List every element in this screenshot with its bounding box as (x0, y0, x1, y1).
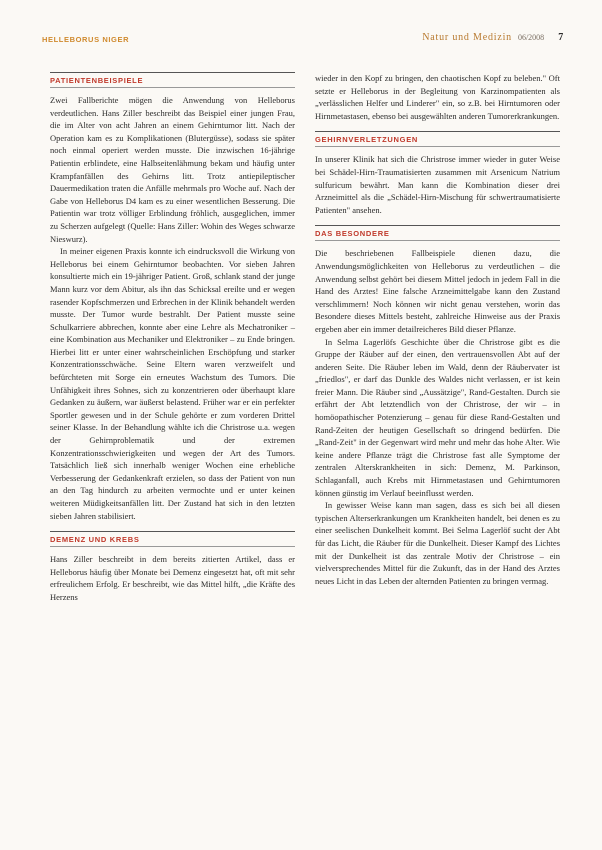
paragraph: wieder in den Kopf zu bringen, den chaotischen Kopf zu beleben." Oft setzte er Helleborus in der Begleitung von Karzinompatienten als „verlässlichen Helfer und Linderer" ein, so z.B. bei Hirntumoren oder Hirnmetastasen, ebenso bei ausgewählten anderen Tumorerkrankungen. (315, 73, 560, 121)
paragraph: In meiner eigenen Praxis konnte ich eindrucksvoll die Wirkung von Helleborus bei einem Gehirntumor beobachten. Vor sieben Jahren konsultierte mich ein 19-jähriger Patient. Groß, schlank stand der junge Mann kurz vor dem Abitur, als ihn das Schicksal ereilte und er wegen rasender Kopfschmerzen und Erbrechen in der Klinik behandelt werden musste. Der Tumor wurde bestrahlt. Der Patient musste seine Schulkarriere abbrechen, konnte aber eine Lehre als Mechatroniker – eine Kombination aus Mechaniker und Elektroniker – zu Ende bringen. Hierbei litt er unter einer wahrscheinlichen Erschöpfung und starker Konzentrationsschwäche. Seine Eltern waren verzweifelt und befürchteten mit Sorge ein erneutes Wachstum des Tumors. Die Unfähigkeit ihres Sohnes, sich zu konzentrieren oder überhaupt klare Gedanken zu äußern, war äußerst belastend. Früher war er ein perfekter Sportler gewesen und in der Schule gehörte er zum vorderen Drittel seiner Klasse. In der Behandlung wählte ich die Christrose u.a. wegen der Gehirnproblematik und der extremen Konzentrationsschwierigkeiten und wegen der Art des Tumors. Tatsächlich ließ sich innerhalb weniger Wochen eine erhebliche Verbesserung der Gedankenkraft erzielen, so dass der Patient von nun an den Tag hindurch zu arbeiten vermochte und er unter keinen weiteren Müdigkeitsanfällen litt. Der Zustand hat sich in den letzten sieben Jahren stabilisiert. (50, 246, 295, 521)
paragraph: In Selma Lagerlöfs Geschichte über die Christrose gibt es die Gruppe der Räuber auf der einen, den vertrauensvollen Abt auf der anderen Seite. Die Räuber leben im Wald, denn der Räubervater ist „friedlos", er darf das Dunkle des Waldes nicht verlassen, er ist kein freier Mann. Die Räuber sind „Aussätzige", Rand-Gestalten. Durch sie erfährt der Abt letztendlich von der Christrose, der wir – in homöopathischer Potenzierung – genau für diese Rand-Gestalten und Rand-Zeiten der heutigen Gesellschaft so dringend bedürfen. Die „Rand-Zeit" in der Gegenwart wird mehr und mehr das hohe Alter. Wie keine andere Pflanze trägt die Christrose fast alle Symptome der zentralen Alterskrankheiten in sich: Demenz, M. Parkinson, Schlaganfall, auch Krebs mit Hirnmetastasen und Gehirntumoren können günstig im Verlauf beeinflusst werden. (315, 336, 560, 498)
paragraph: Hans Ziller beschreibt in dem bereits zitierten Artikel, dass er Helleborus häufig über Monate bei Demenz eingesetzt hat, oft mit sehr erfreulichem Erfolg. Er beschreibt, wie das Mittel hilft, „die Kräfte des Herzens (50, 554, 295, 602)
magazine-title: Natur und Medizin (422, 32, 512, 43)
paragraph: Zwei Fallberichte mögen die Anwendung von Helleborus verdeutlichen. Hans Ziller beschreibt das Beispiel einer jungen Frau, die im Alter von acht Jahren an einem Gehirntumor litt. Nach der Operation kam es zu Komplikationen (Blutergüsse), sodass sie später noch einmal operiert werden musste. Die inzwischen 16-jährige Patientin erblindete, eine Halbseitenlähmung bekam und häufig unter Krampfanfällen des Gehirns litt. Trotz antiepileptischer Dauermedikation traten die Anfälle mehrmals pro Woche auf. Nach der Gabe von Helleborus D4 kam es zu einer wesentlichen Besserung. Die Patientin war trotz völliger Erblindung fröhlich, ausgeglichen, immer zu Scherzen aufgelegt (Quelle: Hans Ziller: Wohin des Weges schwarze Nieswurz). (50, 95, 295, 244)
running-header-section: HELLEBORUS NIGER (42, 35, 130, 44)
right-column (315, 72, 560, 587)
paragraph: In gewisser Weise kann man sagen, dass es sich bei all diesen typischen Alterserkrankungen um Krankheiten handelt, bei denen es zu einer seelischen Dunkelheit kommt. Bei Selma Lagerlöf sucht der Abt für das Licht, die Räuber für die Dunkelheit. Dieser Kampf des Lichtes mit der Dunkelheit ist das zentrale Motiv der Christrose – ein vielversprechendes Mittel für die Zukunft, das in der Hand des Arztes neues Licht in das Leben der alternden Patienten zu bringen vermag. (315, 500, 560, 586)
section-heading-gehirnverletzungen: GEHIRNVERLETZUNGEN (315, 131, 560, 147)
running-header-magazine (422, 32, 564, 43)
paragraph: Die beschriebenen Fallbeispiele dienen dazu, die Anwendungsmöglichkeiten von Helleborus zu verdeutlichen – die Anwendung selbst gehört bei diesem Mittel jedoch in jedem Fall in die Hand des Arztes! Eine falsche Arzneimittelgabe kann den Zustand verschlimmern! Noch können wir nicht genau verstehen, worin das Besondere dieses Mittels besteht, zahlreiche Hinweise aus der Praxis ergeben aber ein immer detailreicheres Bild dieser Pflanze. (315, 248, 560, 334)
section-heading-demenz-und-krebs: DEMENZ UND KREBS (50, 531, 295, 547)
issue-number: 06/2008 (517, 33, 545, 42)
left-column (50, 72, 295, 604)
paragraph: In unserer Klinik hat sich die Christrose immer wieder in guter Weise bei Schädel-Hirn-Traumatisierten zusammen mit Arsenicum Natrium sulfuricum bewährt. Man kann die Kombination dieser drei Arzneimittel als die „Schädel-Hirn-Mischung für schwertraumatisierte Patienten" ansehen. (315, 154, 560, 215)
section-heading-das-besondere: DAS BESONDERE (315, 225, 560, 241)
page-number: 7 (558, 32, 564, 43)
section-heading-patientenbeispiele: PATIENTENBEISPIELE (50, 72, 295, 88)
